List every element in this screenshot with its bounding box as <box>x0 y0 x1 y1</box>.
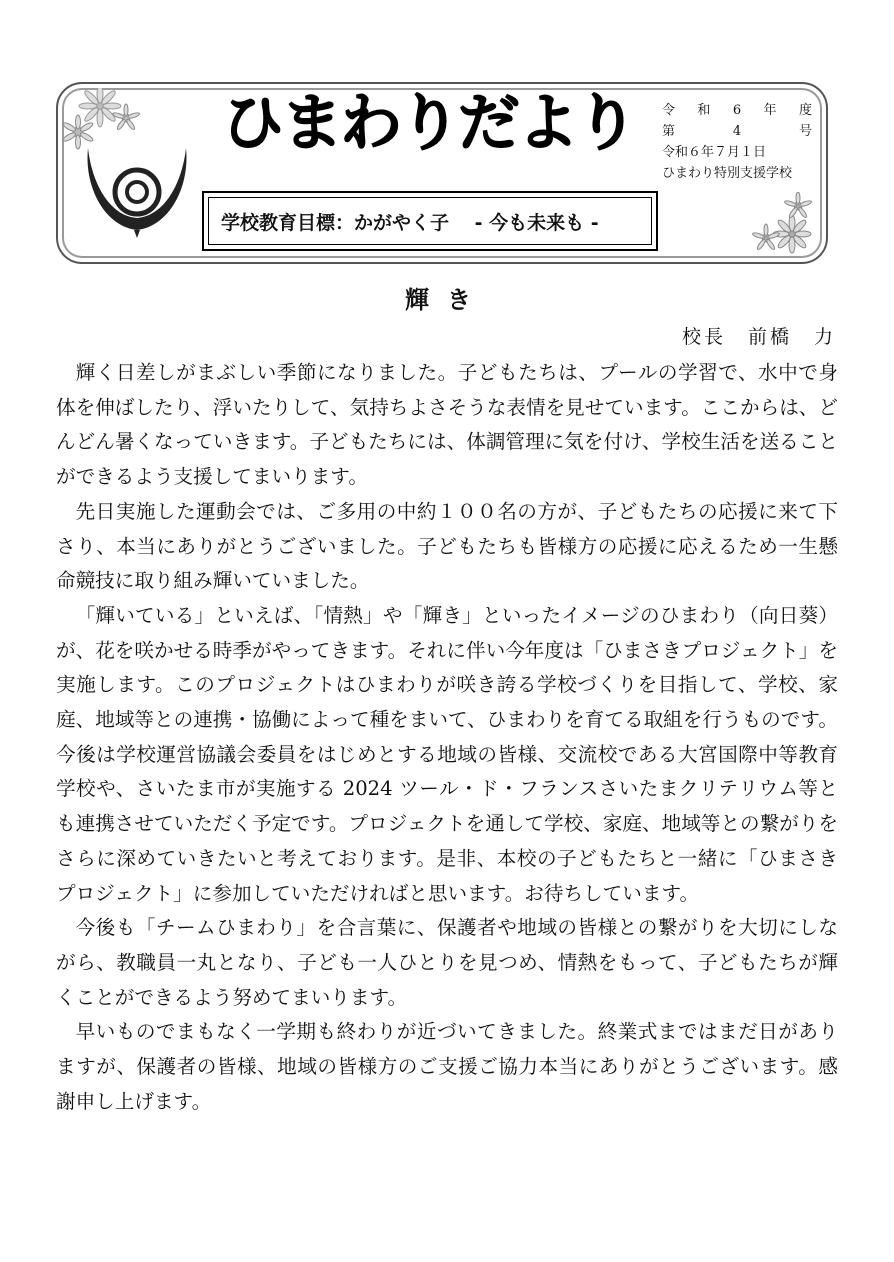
school-goal-box <box>202 191 658 251</box>
article-heading: 輝き <box>405 286 489 314</box>
issue-info <box>662 100 812 184</box>
paragraph: 「輝いている」といえば、「情熱」や「輝き」といったイメージのひまわり（向日葵）が、花を咲かせる時季がやってきます。それに伴い今年度は「ひまさきプロジェクト」を実施します。このプロジェクトはひまわりが咲き誇る学校づくりを目指して、学校、家庭、地域等との連携・協働によって種をまいて、ひまわりを育てる取組を行うものです。今後は学校運営協議会委員をはじめとする地域の皆様、交流校である大宮国際中等教育学校や、さいたま市が実施する 2024 ツール・ド・フランスさいたまクリテリウム等とも連携させていただく予定です。プロジェクトを通して学校、家庭、地域等との繋がりをさらに深めていきたいと考えております。是非、本校の子どもたちと一緒に「ひまさきプロジェクト」に参加していただければと思います。お待ちしています。 <box>56 603 838 905</box>
issue-date: 令和６年７月１日 <box>662 145 767 160</box>
paragraph: 今後も「チームひまわり」を合言葉に、保護者や地域の皆様との繋がりを大切にしながら、教職員一丸となり、子ども一人ひとりを見つめ、情熱をもって、子どもたちが輝くことができるよう努めてまいります。 <box>56 916 838 1009</box>
paragraph: 早いものでまもなく一学期も終わりが近づいてきました。終業式まではまだ日がありますが、保護者の皆様、地域の皆様方のご支援ご協力本当にありがとうございます。感謝申し上げます。 <box>56 1020 838 1113</box>
paragraph: 輝く日差しがまぶしい季節になりました。子どもたちは、プールの学習で、水中で身体を伸ばしたり、浮いたりして、気持ちよさそうな表情を見せています。ここからは、どんどん暑くなっていきます。子どもたちには、体調管理に気を付け、学校生活を送ることができるよう支援してまいります。 <box>56 361 838 489</box>
issue-number: 第 4 号 <box>662 124 812 139</box>
sunflower-icon <box>748 192 814 254</box>
issue-year: 令 和 6 年 度 <box>662 103 812 118</box>
sunflower-icon <box>62 88 144 154</box>
school-emblem-icon <box>84 146 190 238</box>
newsletter-title: ひまわりだより <box>222 86 636 159</box>
article-author: 校長 前橋 力 <box>681 326 836 348</box>
article-body <box>56 356 838 1119</box>
paragraph: 先日実施した運動会では、ご多用の中約１００名の方が、子どもたちの応援に来て下さり、本当にありがとうございました。子どもたちも皆様方の応援に応えるため一生懸命競技に取り組み輝いていました。 <box>56 499 838 593</box>
school-goal: 学校教育目標：かがやく子 - 今も未来も - <box>208 197 652 245</box>
school-name: ひまわり特別支援学校 <box>662 166 793 181</box>
